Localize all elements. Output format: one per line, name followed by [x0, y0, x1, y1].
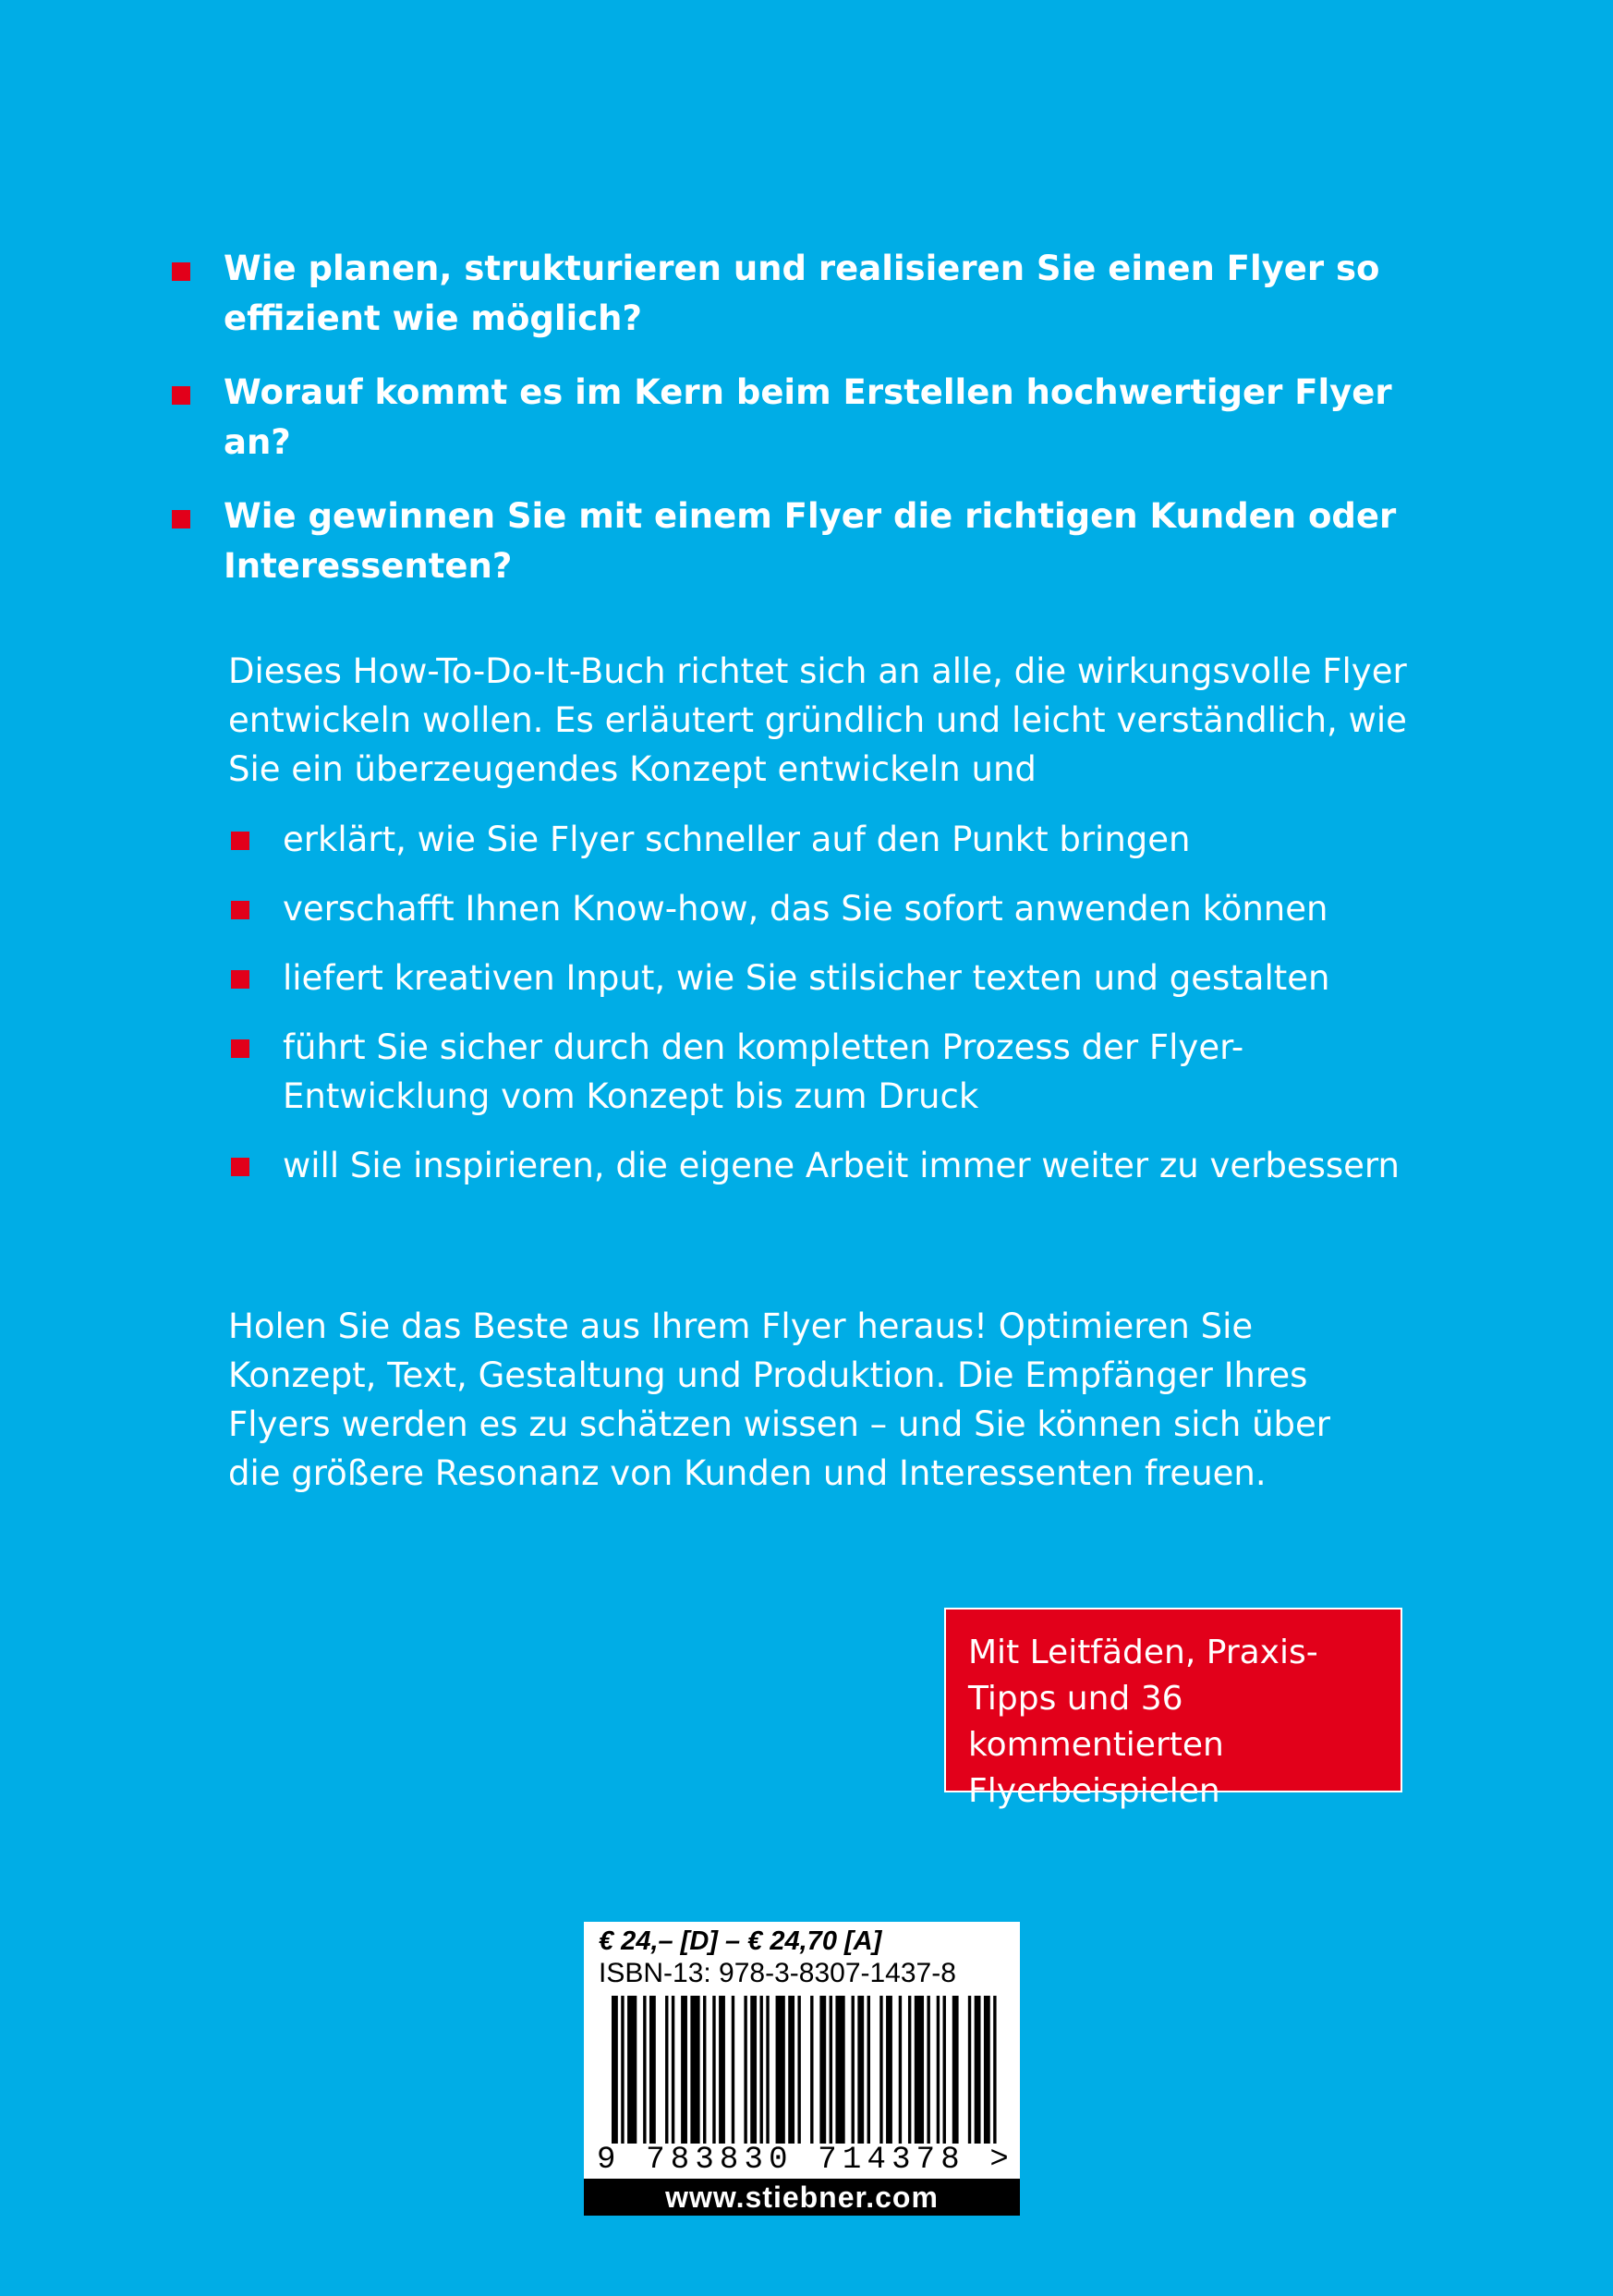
barcode-bar	[830, 1996, 832, 2144]
barcode-bar	[643, 1996, 646, 2144]
square-bullet-icon	[231, 970, 249, 989]
barcode-bar	[766, 1996, 769, 2144]
square-bullet-icon	[231, 832, 249, 850]
barcode-bar	[975, 1996, 981, 2144]
question-text: Worauf kommt es im Kern beim Erstellen hochwertiger Flyer an?	[224, 372, 1392, 462]
barcode-digit: 7	[818, 2143, 837, 2178]
barcode-bar	[627, 1996, 637, 2144]
barcode-bar	[690, 1996, 699, 2144]
feature-list	[231, 815, 1432, 1210]
barcode-digit: 3	[744, 2143, 763, 2178]
intro-paragraph: Dieses How-To-Do-It-Buch richtet sich an alle, die wirkungsvolle Flyer entwickeln wollen. Es erläutert gründlich und leicht verständlich, wie Sie ein überzeugendes Konzept entwickeln und	[228, 651, 1407, 789]
barcode-digit: 1	[842, 2143, 862, 2178]
barcode-bar	[744, 1996, 746, 2144]
barcode-bars	[612, 1996, 1000, 2144]
barcode-digit: 0	[769, 2143, 788, 2178]
barcode-bar	[886, 1996, 892, 2144]
question-item	[172, 244, 1456, 344]
barcode-digit: 7	[646, 2143, 665, 2178]
question-item	[172, 492, 1456, 591]
square-bullet-icon	[172, 386, 190, 405]
question-text: Wie planen, strukturieren und realisieren Sie einen Flyer so effizient wie möglich?	[224, 249, 1380, 338]
barcode-digit: 7	[916, 2143, 935, 2178]
barcode-bar	[943, 1996, 946, 2144]
barcode-digit: 9	[597, 2143, 616, 2178]
feature-item	[231, 1141, 1432, 1190]
barcode-panel	[584, 1922, 1020, 2216]
feature-text: will Sie inspirieren, die eigene Arbeit immer weiter zu verbessern	[283, 1146, 1400, 1185]
square-bullet-icon	[172, 510, 190, 528]
barcode-bar	[788, 1996, 794, 2144]
barcode-bar	[852, 1996, 855, 2144]
barcode-bar	[952, 1996, 959, 2144]
barcode-bar	[835, 1996, 844, 2144]
barcode-graphic	[612, 1996, 1000, 2144]
barcode-bar	[810, 1996, 813, 2144]
question-list	[172, 244, 1456, 615]
barcode-bar	[703, 1996, 706, 2144]
square-bullet-icon	[172, 262, 190, 281]
barcode-bar	[927, 1996, 929, 2144]
barcode-digits	[597, 2144, 1014, 2177]
barcode-digit: 8	[719, 2143, 739, 2178]
barcode-bar	[665, 1996, 668, 2144]
question-item	[172, 368, 1456, 468]
barcode-digit: 8	[670, 2143, 690, 2178]
barcode-bar	[776, 1996, 785, 2144]
barcode-digit: 4	[867, 2143, 886, 2178]
barcode-bar	[621, 1996, 624, 2144]
barcode-bar	[993, 1996, 996, 2144]
barcode-bar	[732, 1996, 734, 2144]
barcode-bar	[612, 1996, 618, 2144]
barcode-bar	[937, 1996, 940, 2144]
barcode-bar	[984, 1996, 990, 2144]
square-bullet-icon	[231, 901, 249, 919]
barcode-bar	[908, 1996, 911, 2144]
barcode-bar	[750, 1996, 757, 2144]
isbn-label: ISBN-13: 978-3-8307-1437-8	[599, 1958, 956, 1988]
barcode-bar	[867, 1996, 870, 2144]
feature-text: verschafft Ihnen Know-how, das Sie sofort anwenden können	[283, 889, 1328, 929]
barcode-digit: 8	[940, 2143, 960, 2178]
barcode-digit: >	[989, 2143, 1009, 2178]
feature-text: führt Sie sicher durch den kompletten Prozess der Flyer-Entwicklung vom Konzept bis zum Druck	[283, 1027, 1244, 1116]
barcode-bar	[819, 1996, 826, 2144]
barcode-bar	[649, 1996, 656, 2144]
feature-item	[231, 815, 1432, 864]
barcode-bar	[681, 1996, 687, 2144]
feature-text: liefert kreativen Input, wie Sie stilsicher texten und gestalten	[283, 958, 1330, 998]
barcode-bar	[797, 1996, 800, 2144]
barcode-bar	[759, 1996, 762, 2144]
barcode-bar	[915, 1996, 924, 2144]
barcode-bar	[672, 1996, 674, 2144]
outro-paragraph: Holen Sie das Beste aus Ihrem Flyer heraus! Optimieren Sie Konzept, Text, Gestaltung und Produktion. Die Empfänger Ihres Flyers werden es zu schätzen wissen – und Sie können sich über die größere Resonanz von Kunden und Interessenten freuen.	[228, 1306, 1331, 1493]
square-bullet-icon	[231, 1158, 249, 1176]
barcode-bar	[719, 1996, 725, 2144]
barcode-bar	[857, 1996, 864, 2144]
feature-text: erklärt, wie Sie Flyer schneller auf den Punkt bringen	[283, 820, 1191, 859]
feature-item	[231, 954, 1432, 1002]
barcode-bar	[712, 1996, 715, 2144]
question-text: Wie gewinnen Sie mit einem Flyer die richtigen Kunden oder Interessenten?	[224, 496, 1397, 586]
barcode-bar	[879, 1996, 882, 2144]
barcode-bar	[968, 1996, 971, 2144]
highlight-badge: Mit Leitfäden, Praxis-Tipps und 36 kommentierten Flyerbeispielen	[944, 1608, 1402, 1792]
feature-item	[231, 1023, 1432, 1121]
square-bullet-icon	[231, 1039, 249, 1058]
price-label: € 24,– [D] – € 24,70 [A]	[599, 1926, 882, 1956]
barcode-digit: 3	[695, 2143, 714, 2178]
publisher-url: www.stiebner.com	[584, 2179, 1020, 2216]
barcode-bar	[899, 1996, 902, 2144]
barcode-digit: 3	[891, 2143, 911, 2178]
feature-item	[231, 884, 1432, 933]
